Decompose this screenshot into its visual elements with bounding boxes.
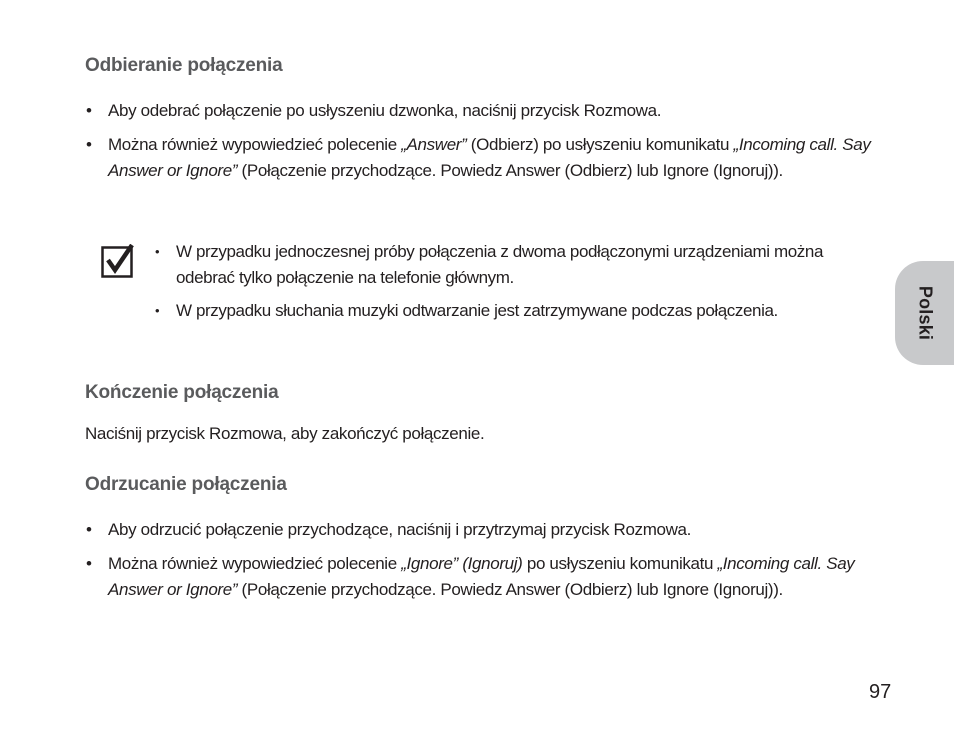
list-item: • Aby odrzucić połączenie przychodzące, naciśnij i przytrzymaj przycisk Rozmowa. bbox=[86, 517, 876, 543]
section-heading-rejecting: Odrzucanie połączenia bbox=[85, 474, 287, 495]
note-list bbox=[155, 239, 855, 324]
ending-paragraph: Naciśnij przycisk Rozmowa, aby zakończyć połączenie. bbox=[85, 424, 485, 443]
section-heading-ending: Kończenie połączenia bbox=[85, 382, 279, 403]
section-heading-answering: Odbieranie połączenia bbox=[85, 55, 283, 76]
answering-bullet-list bbox=[86, 98, 876, 184]
list-item: • Można również wypowiedzieć polecenie „Answer” (Odbierz) po usłyszeniu komunikatu „Incoming call. Say Answer or Ignore” (Połączenie przychodzące. Powiedz Answer (Odbierz) lub Ignore (Ignoruj)). bbox=[86, 132, 876, 184]
list-item: • Można również wypowiedzieć polecenie „Ignore” (Ignoruj) po usłyszeniu komunikatu „Incoming call. Say Answer or Ignore” (Połączenie przychodzące. Powiedz Answer (Odbierz) lub Ignore (Ignoruj)). bbox=[86, 551, 876, 603]
list-item: • Aby odebrać połączenie po usłyszeniu dzwonka, naciśnij przycisk Rozmowa. bbox=[86, 98, 876, 124]
note-item: • W przypadku słuchania muzyki odtwarzanie jest zatrzymywane podczas połączenia. bbox=[155, 298, 855, 324]
language-tab bbox=[895, 261, 954, 365]
rejecting-bullet-list bbox=[86, 517, 876, 603]
language-tab-label: Polski bbox=[915, 285, 935, 341]
page-number: 97 bbox=[869, 681, 892, 703]
note-item: • W przypadku jednoczesnej próby połączenia z dwoma podłączonymi urządzeniami można odebrać tylko połączenie na telefonie głównym. bbox=[155, 239, 855, 291]
checkbox-check-icon bbox=[101, 244, 135, 278]
